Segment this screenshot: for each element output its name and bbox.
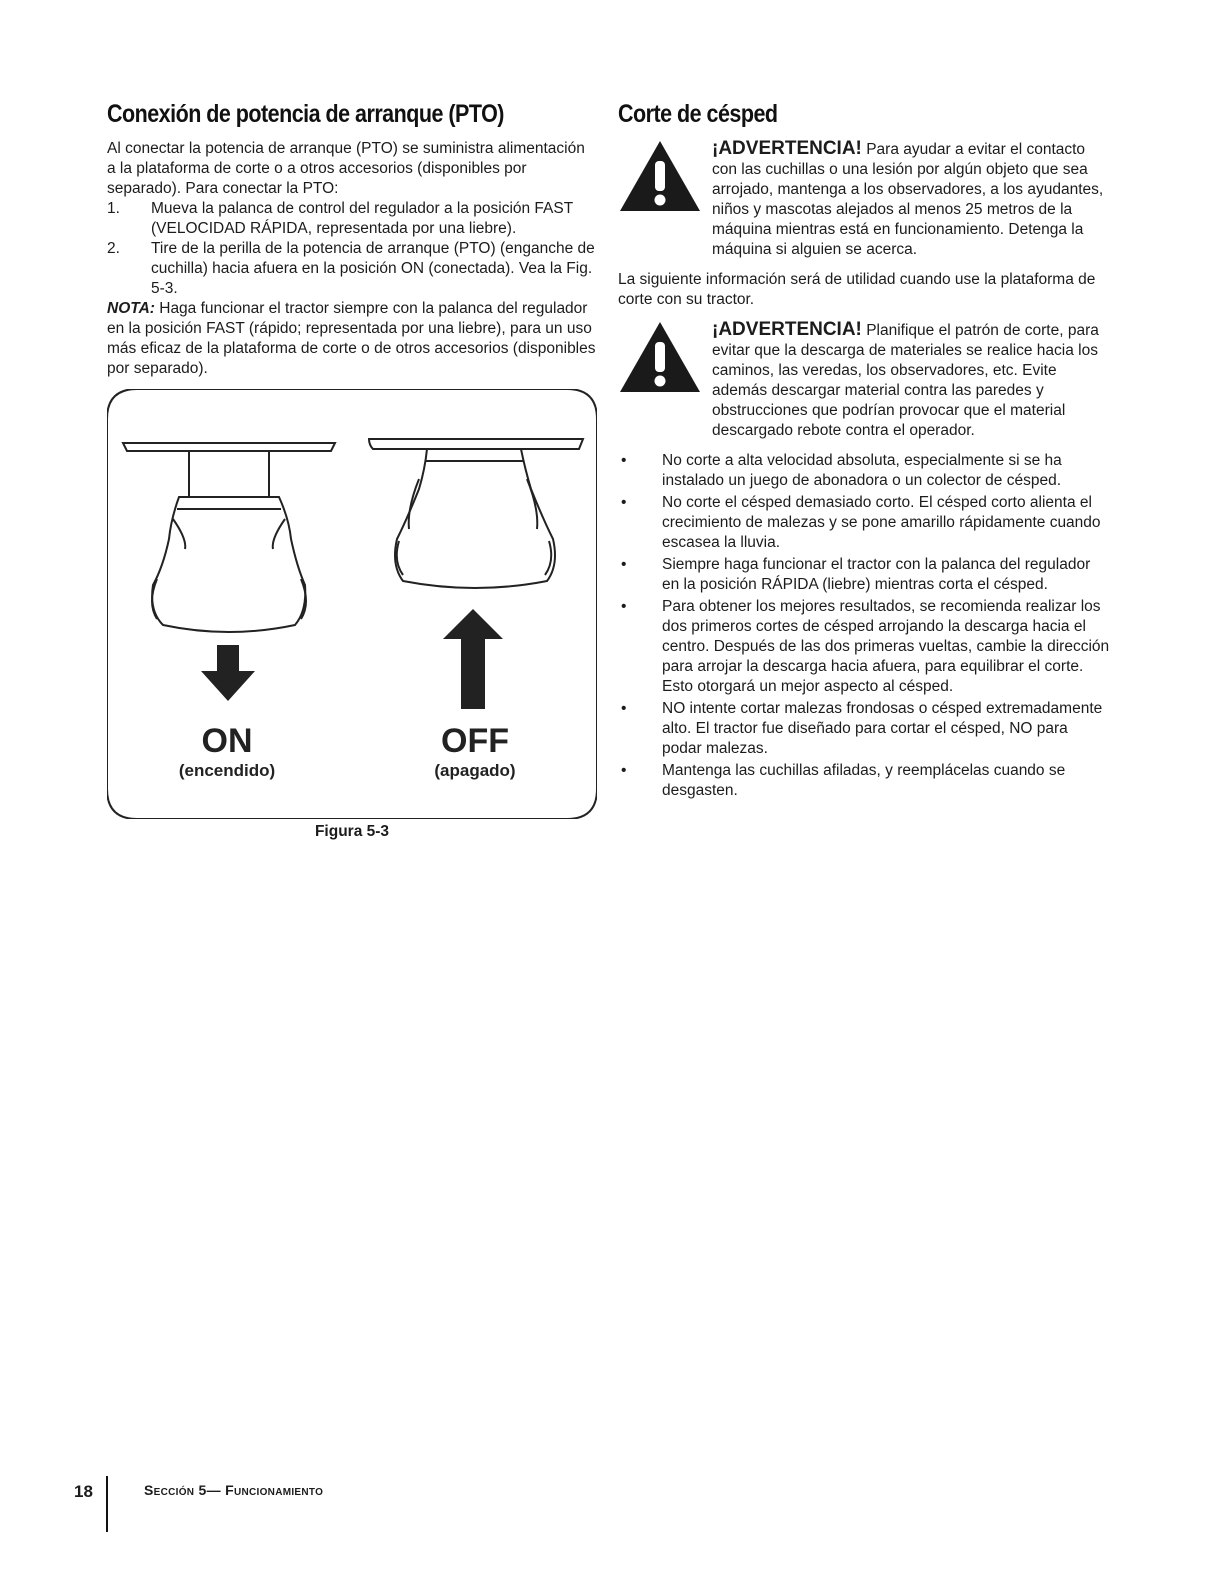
warning-text — [712, 320, 1110, 441]
warning-triangle-icon — [618, 139, 702, 213]
pto-note — [107, 299, 597, 379]
bullet: • — [621, 598, 627, 615]
pto-intro: Al conectar la potencia de arranque (PTO) se suministra alimentación a la plataforma de corte o a otros accesorios (disponibles por separado). Para conectar la PTO: — [107, 140, 585, 197]
pto-step — [107, 239, 597, 299]
knob-on-icon — [123, 443, 335, 632]
warning-label: ¡ADVERTENCIA! — [712, 319, 862, 340]
mowing-heading: Corte de césped — [618, 100, 778, 128]
on-label: ON — [201, 722, 253, 760]
list-item — [618, 761, 1110, 801]
bullet: • — [621, 452, 627, 469]
list-item-text: Mantenga las cuchillas afiladas, y reemplácelas cuando se desgasten. — [662, 762, 1066, 799]
off-label: OFF — [441, 722, 509, 760]
list-item-text: Para obtener los mejores resultados, se recomienda realizar los dos primeros cortes de césped arrojando la descarga hacia el centro. Después de las dos primeras vueltas, cambie la dirección para arrojar la descarga hacia afuera, para equilibrar el corte. Esto otorgará un mejor aspecto al césped. — [662, 598, 1110, 695]
note-label: NOTA: — [107, 300, 155, 317]
pto-knob-illustration — [107, 389, 597, 819]
list-item — [618, 699, 1110, 759]
right-column — [618, 100, 1110, 803]
step-text: Mueva la palanca de control del regulador a la posición FAST (VELOCIDAD RÁPIDA, representada por una liebre). — [151, 200, 573, 237]
figure-5-3 — [107, 389, 597, 819]
list-item-text: Siempre haga funcionar el tractor con la palanca del regulador en la posición RÁPIDA (liebre) mientras corta el césped. — [662, 556, 1091, 593]
info-text: La siguiente información será de utilidad cuando use la plataforma de corte con su tractor. — [618, 271, 1096, 308]
list-item — [618, 555, 1110, 595]
page-number: 18 — [74, 1482, 93, 1501]
warning-body: Planifique el patrón de corte, para evitar que la descarga de materiales se realice hacia los caminos, las veredas, los observadores, etc. Evite además descargar material contra las paredes y obstrucciones que podrían provocar que el material descargado rebote contra el operador. — [712, 322, 1099, 439]
pto-heading: Conexión de potencia de arranque (PTO) — [107, 100, 504, 128]
list-item-text: NO intente cortar malezas frondosas o césped extremadamente alto. El tractor fue diseñado para cortar el césped, NO para podar malezas. — [662, 700, 1103, 757]
knob-off-icon — [369, 439, 583, 588]
warning-block — [618, 320, 1110, 441]
on-sublabel: (encendido) — [178, 761, 276, 780]
step-text: Tire de la perilla de la potencia de arranque (PTO) (enganche de cuchilla) hacia afuera en la posición ON (conectada). Vea la Fig. 5-3. — [151, 240, 595, 297]
footer-divider — [106, 1476, 108, 1532]
mowing-tips — [618, 451, 1110, 801]
list-item-text: No corte el césped demasiado corto. El césped corto alienta el crecimiento de malezas y se pone amarillo rápidamente cuando escasea la lluvia. — [662, 494, 1101, 551]
list-item — [618, 451, 1110, 491]
warning-text — [712, 139, 1110, 260]
off-sublabel: (apagado) — [434, 761, 516, 780]
bullet: • — [621, 556, 627, 573]
note-text: Haga funcionar el tractor siempre con la palanca del regulador en la posición FAST (rápido; representada por una liebre), para un uso más eficaz de la plataforma de corte o de otros accesorios (disponibles por separado). — [107, 300, 596, 377]
pto-step — [107, 199, 597, 239]
list-item-text: No corte a alta velocidad absoluta, especialmente si se ha instalado un juego de abonadora o un colector de césped. — [662, 452, 1062, 489]
step-number: 2. — [107, 240, 120, 257]
arrow-up-icon — [443, 609, 503, 709]
left-column — [107, 100, 597, 841]
warning-block — [618, 139, 1110, 260]
bullet: • — [621, 700, 627, 717]
step-number: 1. — [107, 200, 120, 217]
bullet: • — [621, 494, 627, 511]
warning-body: Para ayudar a evitar el contacto con las cuchillas o una lesión por algún objeto que sea arrojado, mantenga a los observadores, a los ayudantes, niños y mascotas alejados al menos 25 metros de la máquina mientras está en funcionamiento. Detenga la máquina si alguien se acerca. — [712, 141, 1104, 258]
warning-triangle-icon — [618, 320, 702, 394]
list-item — [618, 493, 1110, 553]
figure-caption: Figura 5-3 — [314, 823, 390, 840]
pto-steps — [107, 199, 597, 299]
list-item — [618, 597, 1110, 697]
arrow-down-icon — [201, 645, 255, 701]
warning-label: ¡ADVERTENCIA! — [712, 138, 862, 159]
section-title: Sección 5— Funcionamiento — [144, 1482, 324, 1498]
bullet: • — [621, 762, 627, 779]
